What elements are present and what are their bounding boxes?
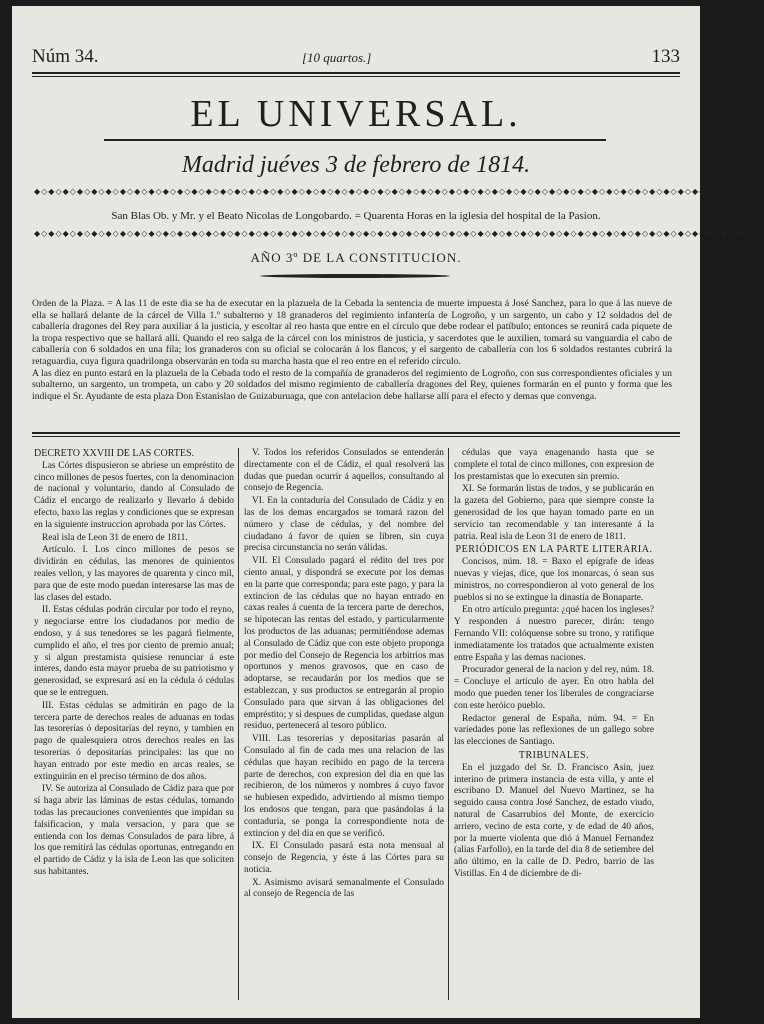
constitution-year: AÑO 3º DE LA CONSTITUCION. — [250, 250, 462, 265]
periodicals-paragraph: Procurador general de la nacion y del rey, núm. 18. = Concluye el artículo de ayer. En otro habla del modo que pueden tener los liberales de congraciarse con este heróico pueblo. — [454, 665, 654, 711]
decree-paragraph: III. Estas cédulas se admitirán en pago de la tercera parte de derechos reales de aduanas en todas las tesorerías ó depositarías del reyno, y tambien en pago de qualesquiera otros derechos reales en las tesorerías ó depositarías principales: las que no hayan entrado por este medio en arcas reales, se extinguirán en el preciso término de dos años. — [34, 700, 234, 782]
decree-paragraph: X. Asimismo avisará semanalmente el Consulado al consejo de Regencia de las — [244, 877, 444, 900]
decree-paragraph: VI. En la contaduría del Consulado de Cádiz y en las de los demas encargados se tomará razon del número y clase de cédulas, y del nombre del ciudadano á favor de quien se libren, sin cuya precisa circunstancia no serán válidas. — [244, 496, 444, 554]
decree-heading: DECRETO XXVIII DE LAS CORTES. — [34, 448, 195, 459]
tribunals-heading: TRIBUNALES. — [518, 749, 590, 761]
newspaper-title: EL UNIVERSAL. — [190, 93, 522, 135]
periodicals-heading: PERIÓDICOS EN LA PARTE LITERARIA. — [455, 544, 653, 556]
decree-paragraph: Las Córtes dispusieron se abriese un empréstito de cinco millones de pesos fuertes, con la denominacion de nacional y voluntario, dando al Consulado de Cádiz el encargo de realizarlo y llevarlo á debido efecto, baxo las reglas y condiciones que se expresan en la siguiente instruccion aprobada por las Córtes. — [34, 460, 234, 530]
orden-paragraph-1: Orden de la Plaza. = A las 11 de este dia se ha de executar en la plazuela de la Cebada la sentencia de muerte impuesta á José Sanchez, para lo que á las nueve de ella se hallará delante de la cárcel de Villa 1.º subalterno y 18 granaderos del regimiento infantería de Logroño, y un sargento, un cabo y 12 soldados del de caballería dragones del Rey para auxiliar á la justicia, y escoltar al reo hasta que entre en el círculo que debe rodear el patíbulo; entonces se reunirá cada piquete de la tropa respectivo que se hallará allí. Quando el reo salga de la cárcel con los ministros de justicia, y sacerdotes que le auxilien, tomará su vanguardia el cabo de caballería con 6 soldados en una fila; los granaderos con su oficial se colocarán á los flancos, y el sargento de caballería con los 6 soldados restantes cubrirá la retaguardia, cuya figura quadrilonga observarán en toda su marcha hasta que el reo entre en el referido círculo. — [32, 298, 672, 367]
decree-paragraph: IX. El Consulado pasará esta nota mensual al consejo de Regencia, y éste á las Córtes para su noticia. — [244, 841, 444, 875]
periodicals-paragraph: Concisos, núm. 18. = Baxo el epígrafe de ideas nuevas y viejas, dice, que los monarcas, ó sean sus ministros, no correspondieron al voto general de los pueblos si no se extingue la dinastía de Bonaparte. — [454, 557, 654, 603]
page-number: 133 — [651, 46, 680, 67]
periodicals-paragraph: En otro artículo pregunta: ¿qué hacen los ingleses? Y responden á nuestro parecer, dirán: tengo Fernando VII: colóquense sobre su trono, y ratifique inmediatamente los tratados que actualmente existen entre España y las demas naciones. — [454, 605, 654, 663]
column-divider-1 — [238, 448, 239, 1000]
decree-paragraph: II. Estas cédulas podrán circular por todo el reyno, y negociarse entre los ciudadanos por medio de endoso, y á sus tenedores se les pagará fielmente, cumplido el año, el tres por ciento de premio anual; y si algun prestamista quisiese renunciar á este interes, dando esta mayor prueba de su patriotismo y generosidad, se expresará así en la cédula ó cédulas que se le entreguen. — [34, 605, 234, 698]
section-rule-thin — [32, 436, 680, 437]
date-line: Madrid juéves 3 de febrero de 1814. — [181, 152, 531, 178]
decree-paragraph: Artículo. I. Los cinco millones de pesos se dividirán en cédulas, las menores de quinientos reales vellon, y las mayores de quarenta y cinco mil, para que de este modo puedan interesarse las mas de las clases del estado. — [34, 545, 234, 603]
price-quartos: [10 quartos.] — [302, 50, 372, 65]
newspaper-page — [12, 6, 764, 1018]
top-rule-thin — [32, 76, 680, 77]
column-decree-continued — [244, 448, 444, 902]
section-rule — [32, 432, 680, 434]
title-underline — [104, 139, 606, 141]
column-divider-2 — [448, 448, 449, 1000]
tribunals-paragraph: En el juzgado del Sr. D. Francisco Asin, juez interino de primera instancia de esta villa, y ante el escribano D. Manuel del Nuevo Martinez, se ha seguido causa contra José Sanchez, de estado viudo, natural de Casarrubios del Monte, de exercicio arriero, vecino de esta corte, y de edad de 40 años, por la muerte violenta que dió á Manuel Fernandez (alias Farfollo), en la tarde del dia 8 de setiembre del año último, en la calle de D. Pedro, barrio de las Vistillas. En 4 de diciembre de di- — [454, 762, 654, 879]
decree-paragraph: Real isla de Leon 31 de enero de 1811. — [42, 532, 188, 543]
periodicals-paragraph: Redactor general de España, núm. 94. = En variedades pone las reflexiones de un gallego sobre las elecciones de Santiago. — [454, 713, 654, 748]
top-rule — [32, 72, 680, 74]
ornament-rule-bottom: ◆◇◆◇◆◇◆◇◆◇◆◇◆◇◆◇◆◇◆◇◆◇◆◇◆◇◆◇◆◇◆◇◆◇◆◇◆◇◆◇◆◇◆◇◆◇◆◇◆◇◆◇◆◇◆◇◆◇◆◇◆◇◆◇◆◇◆◇◆◇◆◇◆◇◆◇◆◇◆◇◆◇◆◇◆◇◆◇◆◇◆◇◆◇◆◇◆◇◆◇◆◇ — [34, 229, 764, 238]
decree-paragraph: cédulas que vaya enagenando hasta que se complete el total de cinco millones, con expresion de los prestamistas que lo executen sin premio. — [454, 448, 654, 482]
saints-of-the-day: San Blas Ob. y Mr. y el Beato Nicolas de Longobardo. = Quarenta Horas en la iglesia del hospital de la Pasion. — [111, 210, 601, 222]
ornament-rule-top: ◆◇◆◇◆◇◆◇◆◇◆◇◆◇◆◇◆◇◆◇◆◇◆◇◆◇◆◇◆◇◆◇◆◇◆◇◆◇◆◇◆◇◆◇◆◇◆◇◆◇◆◇◆◇◆◇◆◇◆◇◆◇◆◇◆◇◆◇◆◇◆◇◆◇◆◇◆◇◆◇◆◇◆◇◆◇◆◇◆◇◆◇◆◇◆◇◆◇◆◇ — [34, 187, 750, 196]
decree-paragraph: VIII. Las tesorerías y depositarías pasarán al Consulado al fin de cada mes una relacion de las cédulas que hayan recibido en pago de la tercera parte de derechos, con expresion del dia en que las recibieron, de los números y nombres á cuyo favor se hubiesen expedido, advirtiendo al mismo tiempo los endosos que tengan, para que pasándolas á la contaduría, se ponga la correspondiente nota de extincion y del dia en que se verificó. — [244, 734, 444, 839]
issue-number: Núm 34. — [32, 46, 99, 67]
column-periodicals-tribunals — [454, 448, 654, 882]
decorative-ink-bar — [260, 274, 450, 278]
decree-paragraph: IV. Se autoriza al Consulado de Cádiz para que por sí haga abrir las láminas de estas cédulas, tomando todas las precauciones convenientes que impidan su falsificacion, y mala versacion, y para que se entienda con los demas Consulados de para libre, á los que remitirá las cédulas oportunas, entregando en el partido de Cádiz y la isla de Leon las que soliciten sus habitantes. — [34, 784, 234, 877]
decree-paragraph: VII. El Consulado pagará el rédito del tres por ciento anual, y dispondrá se execute por los demas en la parte que corresponda; para este pago, y para la extincion de las cédulas que no hayan entrado en caxas reales á cuenta de la tercera parte de derechos, se hipotecan las rentas del estado, y particularmente los productos de las aduanas; permitiéndose ademas al Consulado de Cádiz que con este objeto proponga por medio del Consejo de Regencia los arbitrios mas oportunos y menos gravosos, que en caso de adoptarse, se recaudarán por los medios que se establezcan, y sus productos se entregarán al propio Consulado para que sirvan á las obligaciones del empréstito; y si despues de cumplidas, quedase algun residuo, pertenecerá al tesoro público. — [244, 556, 444, 732]
decree-paragraph: V. Todos los referidos Consulados se entenderán directamente con el de Cádiz, el qual resolverá las dudas que puedan ocurrir á aquellos, consultando al consejo de Regencia. — [244, 448, 444, 494]
column-decree — [34, 448, 234, 880]
decree-paragraph: XI. Se formarán listas de todos, y se publicarán en la gazeta del Gobierno, para que siempre conste la generosidad de los que hayan tomado parte en un servicio tan recomendable y tan interesante á la patria. Real isla de Leon 31 de enero de 1811. — [454, 484, 654, 542]
orden-paragraph-2: A las diez en punto estará en la plazuela de la Cebada todo el resto de la compañía de granaderos del regimiento de Logroño, con sus correspondientes oficiales y un subalterno, un sargento, un trompeta, un cabo y 20 soldados del mismo regimiento de caballería dragones del Rey, quienes formarán en el punto y forma que les indique el Sr. Ayudante de esta plaza Don Estanislao de Guizaburuaga, que con antelacion debe hallarse allí para el efecto y demas que convenga. — [32, 367, 672, 402]
orden-de-la-plaza — [32, 298, 672, 402]
